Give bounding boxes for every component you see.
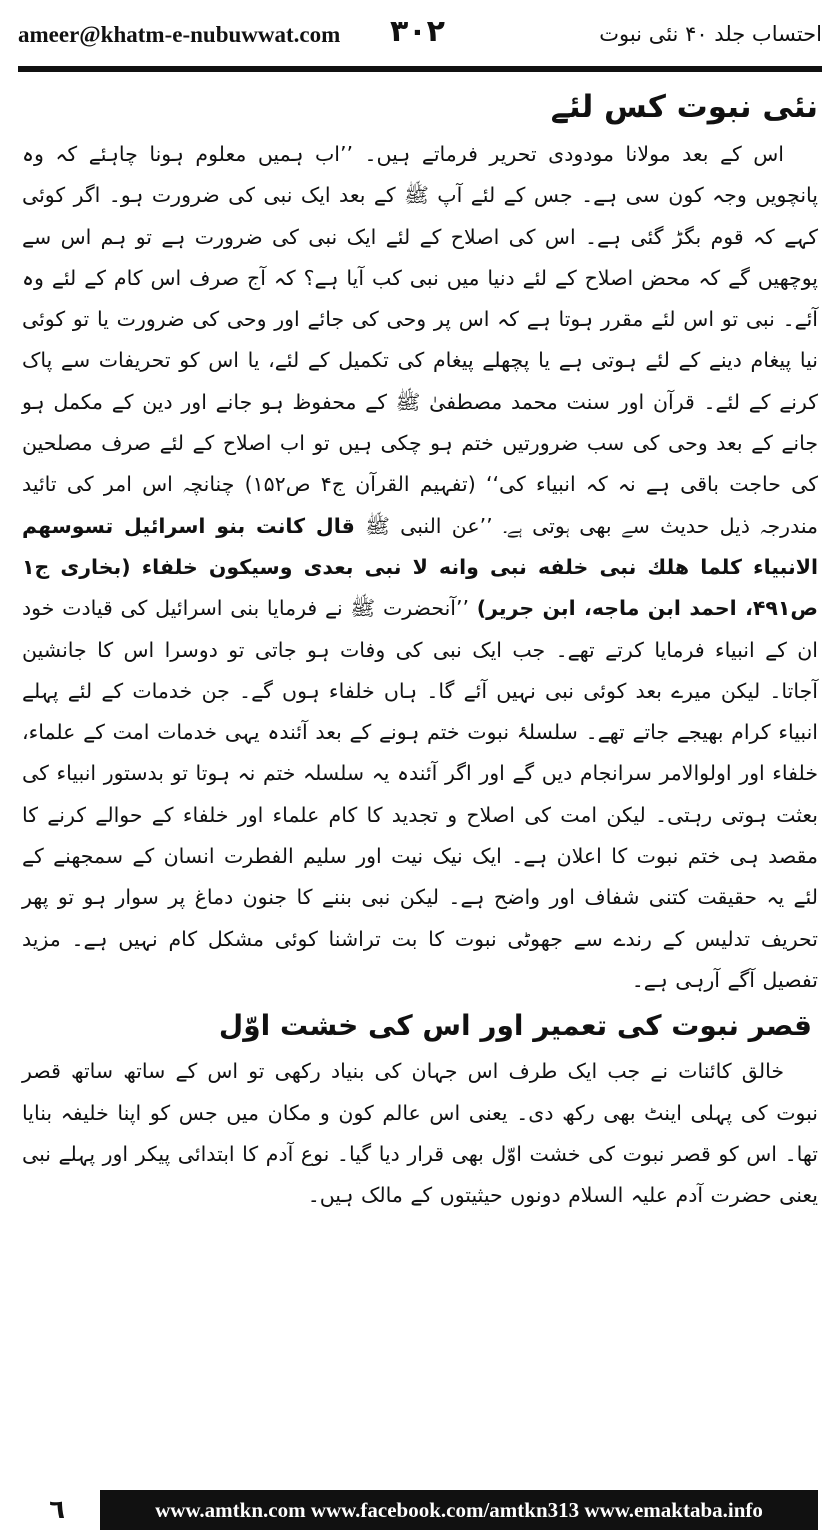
paragraph-1-continuation: ’’آنحضرت ﷺ نے فرمایا بنی اسرائیل کی قیادت خود ان کے انبیاء فرمایا کرتے تھے۔ جب ایک نبی کی وفات ہو جاتی تو دوسرا اس کا جانشین آجاتا۔ لیکن میرے بعد کوئی نبی نہیں آئے گا۔ ہاں خلفاء ہوں گے۔ جن خدمات کے لئے پہلے انبیاء کرام بھیجے جاتے تھے۔ سلسلۂ نبوت ختم ہونے کے بعد آئندہ یہی خدمات امت کے علماء، خلفاء اور اولوالامر سرانجام دیں گے اور اگر آئندہ یہ سلسلہ ختم نہ ہوتا تو بدستور انبیاء کی بعثت ہوتی رہتی۔ لیکن امت کی اصلاح و تجدید کا کام علماء اور خلفاء کے حوالے کرنے کا مقصد ہی ختم نبوت کا اعلان ہے۔ ایک نیک نیت اور سلیم الفطرت انسان کے سمجھنے کے لئے یہ حقیقت کتنی شفاف اور واضح ہے۔ لیکن نبی بننے کا جنون دماغ پر سوار ہو تو پھر تحریف تدلیس کے رندے سے جھوٹی نبوت کا بت تراشنا کوئی مشکل کام نہیں ہے۔ مزید تفصیل آگے آرہی ہے۔ bbox=[22, 596, 818, 992]
body-paragraph-1 bbox=[22, 134, 818, 1001]
page-footer bbox=[22, 1490, 818, 1530]
header-rule bbox=[18, 66, 822, 72]
paragraph-1-text: اس کے بعد مولانا مودودی تحریر فرماتے ہیں۔ ’’اب ہمیں معلوم ہونا چاہئے کہ وہ پانچویں وجہ کون سی ہے۔ جس کے لئے آپ ﷺ کے بعد ایک نبی کی ضرورت ہو۔ اگر کوئی کہے کہ قوم بگڑ گئی ہے۔ اس کی اصلاح کے لئے ایک نبی کی ضرورت ہے تو ہم اس سے پوچھیں گے کہ محض اصلاح کے لئے دنیا میں نبی کب آیا ہے؟ کہ آج صرف اس کام کے لئے وہ آئے۔ نبی تو اس لئے مقرر ہوتا ہے کہ اس پر وحی کی جائے اور وحی کی ضرورت یا تو کوئی نیا پیغام دینے کے لئے ہوتی ہے یا پچھلے پیغام کی تکمیل کے لئے، یا اس کو تحریفات سے پاک کرنے کے لئے۔ قرآن اور سنت محمد مصطفیٰ ﷺ کے محفوظ ہو جانے اور دین کے مکمل ہو جانے کے بعد وحی کی سب ضرورتیں ختم ہو چکی ہیں تو اب اصلاح کے لئے صرف مصلحین کی حاجت باقی ہے نہ کہ انبیاء کی‘‘ (تفہیم القرآن ج۴ ص۱۵۲) چنانچہ اس امر کی تائید مندرجہ ذیل حدیث سے بھی ہوتی ہے۔ ’’عن النبی ﷺ bbox=[22, 142, 819, 538]
body-paragraph-2 bbox=[22, 1051, 818, 1216]
hadith-arabic-text: قال کانت بنو اسرائیل تسوسھم الانبیاء کلما ھلك نبی خلفه نبی وانه لا نبی بعدی وسیکون خلفاء (بخاری ج۱ ص۴۹۱، احمد ابن ماجه، ابن جریر) bbox=[22, 513, 818, 621]
header-page-number: ۳۰۲ bbox=[390, 14, 445, 49]
section-heading-2: قصر نبوت کی تعمیر اور اس کی خشت اوّل bbox=[218, 1009, 812, 1043]
footer-page-index: ٦ bbox=[22, 1490, 92, 1530]
header-email: ameer@khatm-e-nubuwwat.com bbox=[18, 22, 341, 47]
footer-links-bar: www.amtkn.com www.facebook.com/amtkn313 www.emaktaba.info bbox=[100, 1490, 818, 1530]
page-content bbox=[22, 80, 818, 1216]
section-heading-1: نئی نبوت کس لئے bbox=[550, 89, 818, 125]
page-header bbox=[18, 14, 822, 60]
paragraph-2-text: خالق کائنات نے جب ایک طرف اس جہان کی بنیاد رکھی تو اس کے ساتھ ساتھ قصر نبوت کی پہلی اینٹ بھی رکھ دی۔ یعنی اس عالم کون و مکان میں جس کو اپنا خلیفہ بنایا تھا۔ اس کو قصر نبوت کی خشت اوّل بھی قرار دیا گیا۔ نوع آدم کا ابتدائی پیکر اور پہلے نبی یعنی حضرت آدم علیہ السلام دونوں حیثیتوں کے مالک ہیں۔ bbox=[22, 1059, 818, 1208]
header-book-title: احتساب جلد ۴۰ نئی نبوت bbox=[599, 22, 822, 46]
